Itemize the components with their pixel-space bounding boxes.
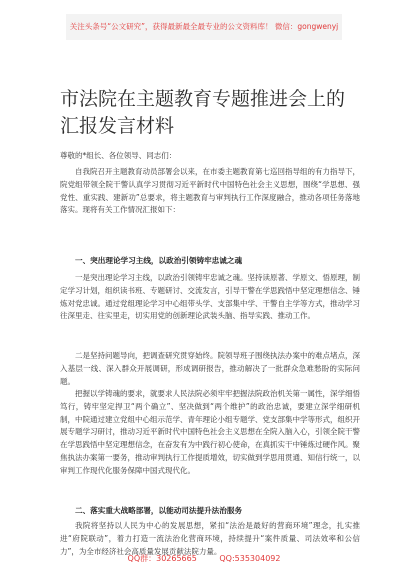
section-heading-1: 一、突出理论学习主线，以政治引领铸牢忠诚之魂 (75, 256, 243, 265)
paragraph-intro: 自我院召开主题教育动员部署会以来，在市委主题教育第七巡回指导组的有力指导下，院党组带领全院干警认真学习贯彻习近平新时代中国特色社会主义思想，围绕“学思想、强党性、重实践、建新功”总要求，将主题教育与审判执行工作深度融合，推动各项任务落地落实。现将有关工作情况汇报如下： (60, 167, 360, 215)
paragraph-business: 我院将坚持以人民为中心的发展思想，紧扣“法治是最好的营商环境”理念，扎实推进“府院联动”，着力打造一流法治化营商环境，持续提升“案件质量、司法效率和公信力”，为全市经济社会高质量发展贡献法院力量。 (60, 521, 360, 556)
section-heading-2: 二、落实重大战略部署，以能动司法提升法治服务 (75, 506, 243, 515)
footer-qq: QQ:535304092 (219, 554, 281, 563)
paragraph-loyalty: 把握以学铸魂的要求，就要求人民法院必须牢牢把握法院政治机关第一属性，深学细悟笃行，铸牢坚定捍卫“两个确立”、坚决做到“两个维护”的政治忠诚，要建立深学细研机制，中院通过建立党组中心组示范学、青年理论小组专题学、党支部集中学等形式，组织开展专题学习研讨，推动习近平新时代中国特色社会主义思想在全院入脑入心，引领全院干警在学思践悟中坚定理想信念，在奋发有为中践行初心使命，在真抓实干中锤炼过硬作风。聚焦执法办案第一要务，推动审判执行工作提质增效，切实做到学思用贯通、知信行统一，以审判工作现代化服务保障中国式现代化。 (60, 389, 360, 475)
salutation: 尊敬的*组长、各位领导、同志们： (60, 151, 177, 160)
top-banner: 关注头条号“公文研究”，获得最新最全最专业的公文资料库！ 微信：gongwenyj (66, 14, 342, 40)
page-title: 市法院在主题教育专题推进会上的汇报发言材料 (60, 88, 346, 137)
footer-qq-group: QQ群：30265665 (127, 554, 197, 563)
footer-contact (0, 553, 408, 564)
paragraph-theory: 一是突出理论学习主线，以政治引领铸牢忠诚之魂。坚持读原著、学原文、悟原理，制定学习计划，组织读书班、专题研讨、交流发言，引导干警在学思践悟中坚定理想信念、锤炼对党忠诚。通过党组理论学习中心组带头学、支部集中学、干警自主学等方式，推动学习往深里走、往实里走，切实用党的创新理论武装头脑、指导实践、推动工作。 (60, 273, 360, 321)
paragraph-research: 二是坚持问题导向，把调查研究贯穿始终。院领导班子围绕执法办案中的难点堵点，深入基层一线、深入群众开展调研，形成调研报告，推动解决了一批群众急难愁盼的实际问题。 (60, 351, 360, 386)
